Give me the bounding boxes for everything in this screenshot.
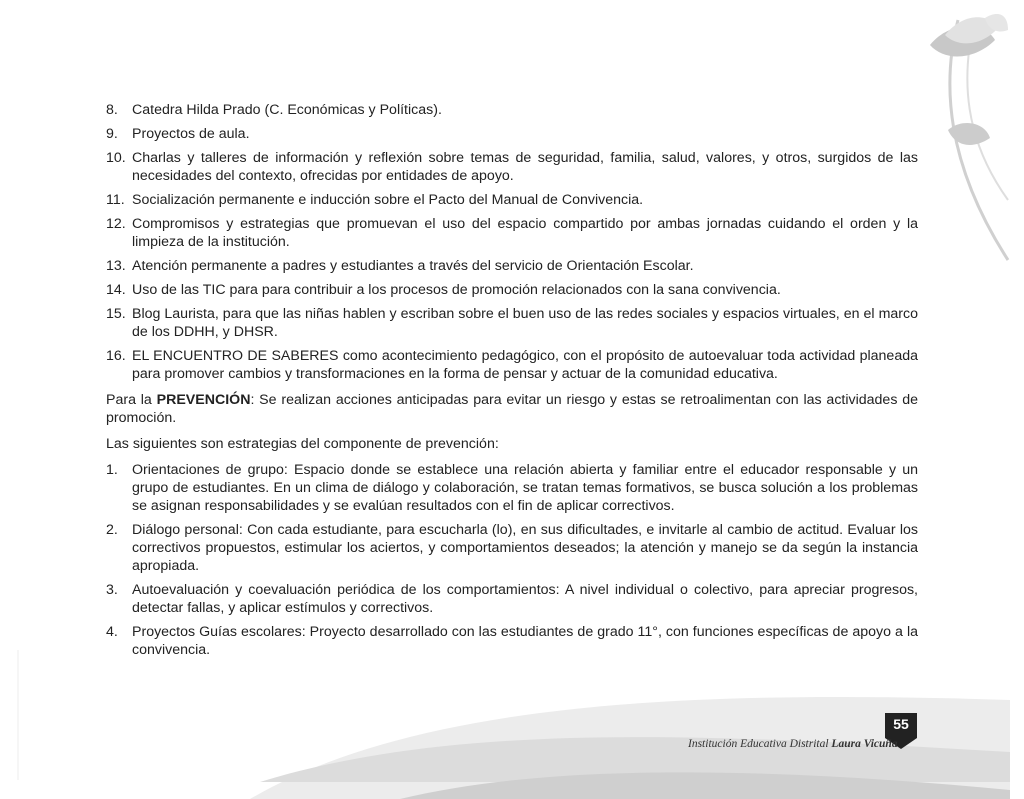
list-item-text: Uso de las TIC para para contribuir a los procesos de promoción relacionados con la sana convivencia. bbox=[132, 282, 781, 298]
main-text bbox=[106, 101, 918, 665]
list-item-number: 11. bbox=[106, 192, 125, 208]
list-item-text: Diálogo personal: Con cada estudiante, para escucharla (lo), en sus dificultades, e invitarle al cambio de actitud. Evaluar los correctivos propuestos, estimular los aciertos, y comportamientos deseados; la atención y manejo se da según la instancia apropiada. bbox=[132, 522, 918, 574]
list-item bbox=[106, 215, 918, 251]
list-item bbox=[106, 461, 918, 515]
list-item-number: 2. bbox=[106, 522, 118, 538]
list-item-number: 12. bbox=[106, 216, 126, 232]
list-item-text: Proyectos de aula. bbox=[132, 126, 250, 142]
list-top bbox=[106, 101, 918, 383]
list-bottom bbox=[106, 461, 918, 659]
prevention-paragraph: Para la PREVENCIÓN: Se realizan acciones anticipadas para evitar un riesgo y estas se retroalimentan con las actividades de promoción. bbox=[106, 392, 918, 426]
page-number: 55 bbox=[893, 716, 909, 732]
list-item bbox=[106, 581, 918, 617]
list-item-number: 3. bbox=[106, 582, 118, 598]
list-item-text: Charlas y talleres de información y reflexión sobre temas de seguridad, familia, salud, valores, y otros, surgidos de las necesidades del contexto, ofrecidas por entidades de apoyo. bbox=[132, 150, 918, 184]
list-item bbox=[106, 191, 918, 209]
footer-institution-name: Laura Vicuña bbox=[831, 738, 898, 750]
strategies-intro: Las siguientes son estrategias del componente de prevención: bbox=[106, 436, 499, 452]
list-item bbox=[106, 257, 918, 275]
list-item-number: 4. bbox=[106, 624, 118, 640]
list-item bbox=[106, 347, 918, 383]
list-item-text: EL ENCUENTRO DE SABERES como acontecimiento pedagógico, con el propósito de autoevaluar toda actividad planeada para promover cambios y transformaciones en la forma de pensar y actuar de la comunidad educativa. bbox=[132, 348, 918, 382]
list-item-text: Atención permanente a padres y estudiantes a través del servicio de Orientación Escolar. bbox=[132, 258, 694, 274]
list-item bbox=[106, 521, 918, 575]
list-item-number: 15. bbox=[106, 306, 126, 322]
list-item bbox=[106, 281, 918, 299]
list-item-number: 9. bbox=[106, 126, 118, 142]
list-item-number: 16. bbox=[106, 348, 126, 364]
list-item-number: 10. bbox=[106, 150, 126, 166]
list-item-number: 13. bbox=[106, 258, 126, 274]
list-item-text: Autoevaluación y coevaluación periódica de los comportamientos: A nivel individual o colectivo, para apreciar progresos, detectar fallas, y aplicar estímulos y correctivos. bbox=[132, 582, 918, 616]
list-item-text: Socialización permanente e inducción sobre el Pacto del Manual de Convivencia. bbox=[132, 192, 644, 208]
list-item bbox=[106, 149, 918, 185]
list-item bbox=[106, 101, 918, 119]
floral-leaf-3 bbox=[948, 123, 990, 145]
list-item-text: Orientaciones de grupo: Espacio donde se establece una relación abierta y familiar entre el educador responsable y un grupo de estudiantes. En un clima de diálogo y colaboración, se tratan temas formativos, se busca solución a los problemas se asignan responsabilidades y se evalúan resultados con el fin de aplicar correctivos. bbox=[132, 462, 918, 514]
list-item-text: Blog Laurista, para que las niñas hablen y escriban sobre el buen uso de las redes sociales y espacios virtuales, en el marco de los DDHH, y DHSR. bbox=[132, 306, 918, 340]
list-item-text: Compromisos y estrategias que promuevan el uso del espacio compartido por ambas jornadas cuidando el orden y la limpieza de la institución. bbox=[132, 216, 918, 250]
list-item-number: 14. bbox=[106, 282, 126, 298]
list-item-number: 1. bbox=[106, 462, 118, 478]
list-item bbox=[106, 125, 918, 143]
list-item bbox=[106, 623, 918, 659]
list-item bbox=[106, 305, 918, 341]
list-item-text: Catedra Hilda Prado (C. Económicas y Políticas). bbox=[132, 102, 442, 118]
list-item-text: Proyectos Guías escolares: Proyecto desarrollado con las estudiantes de grado 11°, con funciones específicas de apoyo a la convivencia. bbox=[132, 624, 918, 658]
prevention-keyword: PREVENCIÓN bbox=[156, 392, 251, 408]
list-item-number: 8. bbox=[106, 102, 118, 118]
footer-institution: Institución Educativa Distrital Laura Vicuña bbox=[688, 738, 898, 750]
